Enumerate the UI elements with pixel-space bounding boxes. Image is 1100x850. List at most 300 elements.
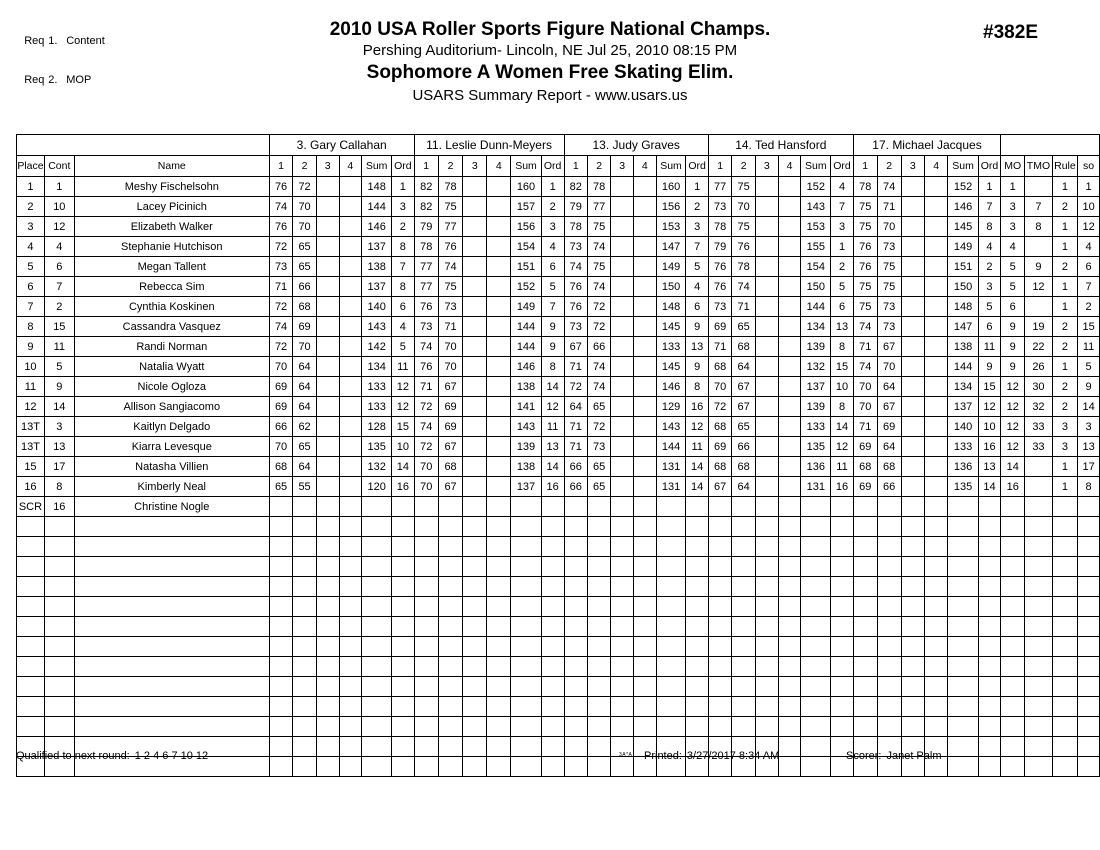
cell-sum-j3: 156 <box>656 197 686 217</box>
cell-score3-j3 <box>611 537 634 557</box>
cell-ord-j5: 12 <box>978 397 1001 417</box>
cell-score1-j2: 74 <box>414 417 438 437</box>
cell-score4-j2 <box>487 177 511 197</box>
cell-sum-j3: 131 <box>656 477 686 497</box>
cell-score1-j4 <box>708 537 732 557</box>
cell-score4-j1 <box>339 617 362 637</box>
cell-cont: 8 <box>44 477 74 497</box>
cell-score3-j3 <box>611 297 634 317</box>
cell-sum-j1 <box>362 577 392 597</box>
cell-score3-j2 <box>463 537 487 557</box>
cell-ord-j2 <box>541 677 564 697</box>
cell-score3-j5 <box>901 657 924 677</box>
cell-score3-j3 <box>611 317 634 337</box>
judge-panel-title: 13. Judy Graves <box>564 135 708 156</box>
cell-score2-j4: 68 <box>732 457 756 477</box>
cell-score4-j3 <box>633 337 656 357</box>
cell-ord-j5 <box>978 597 1001 617</box>
cell-score3-j1 <box>316 597 339 617</box>
cell-score1-j3 <box>564 677 587 697</box>
header-score-2-j1: 2 <box>293 156 317 177</box>
cell-ord-j4 <box>831 557 853 577</box>
cell-score4-j4 <box>778 517 801 537</box>
cell-ord-j4 <box>831 597 853 617</box>
cell-cont <box>44 517 74 537</box>
cell-score1-j1 <box>269 717 293 737</box>
cell-sum-j2: 157 <box>511 197 542 217</box>
cell-score4-j1 <box>339 397 362 417</box>
cell-score1-j5: 70 <box>853 377 877 397</box>
cell-score4-j5 <box>925 577 948 597</box>
cell-sum-j1: 143 <box>362 317 392 337</box>
cell-score4-j2 <box>487 597 511 617</box>
cell-score1-j1 <box>269 637 293 657</box>
cell-score4-j2 <box>487 637 511 657</box>
cell-ord-j5: 3 <box>978 277 1001 297</box>
cell-so <box>1078 617 1100 637</box>
cell-score1-j3: 71 <box>564 417 587 437</box>
cell-ord-j2: 14 <box>541 377 564 397</box>
table-row <box>17 197 1100 217</box>
cell-mo: 9 <box>1001 357 1025 377</box>
cell-score1-j5: 78 <box>853 177 877 197</box>
cell-sum-j2: 152 <box>511 277 542 297</box>
header-ord-j2: Ord <box>541 156 564 177</box>
cell-score4-j1 <box>339 637 362 657</box>
cell-score1-j4: 69 <box>708 317 732 337</box>
table-row <box>17 477 1100 497</box>
cell-score2-j3: 74 <box>587 357 610 377</box>
cell-skater-name <box>74 697 269 717</box>
cell-score4-j5 <box>925 317 948 337</box>
table-row <box>17 497 1100 517</box>
cell-ord-j3: 7 <box>686 237 708 257</box>
cell-score1-j3 <box>564 657 587 677</box>
cell-sum-j1: 133 <box>362 397 392 417</box>
cell-score2-j5: 75 <box>877 257 901 277</box>
cell-sum-j2 <box>511 677 542 697</box>
cell-score1-j3: 72 <box>564 377 587 397</box>
cell-score4-j2 <box>487 357 511 377</box>
cell-score1-j2: 77 <box>414 277 438 297</box>
cell-score2-j1: 64 <box>293 357 317 377</box>
cell-score4-j5 <box>925 457 948 477</box>
cell-sum-j5 <box>948 697 978 717</box>
cell-ord-j4 <box>831 717 853 737</box>
cell-score1-j2 <box>414 677 438 697</box>
competition-title: 2010 USA Roller Sports Figure National Champs. <box>329 19 771 40</box>
cell-tmo: 33 <box>1025 437 1052 457</box>
cell-ord-j1: 12 <box>392 397 414 417</box>
cell-score3-j3 <box>611 337 634 357</box>
cell-ord-j4: 1 <box>831 237 853 257</box>
table-row <box>17 317 1100 337</box>
cell-sum-j3: 160 <box>656 177 686 197</box>
cell-tmo <box>1025 597 1052 617</box>
cell-score3-j3 <box>611 177 634 197</box>
cell-score1-j5 <box>853 597 877 617</box>
cell-ord-j4: 7 <box>831 197 853 217</box>
cell-place: 4 <box>17 237 45 257</box>
cell-sum-j4 <box>801 557 831 577</box>
cell-score2-j2 <box>438 577 462 597</box>
cell-score4-j5 <box>925 357 948 377</box>
cell-score1-j2: 76 <box>414 297 438 317</box>
cell-score4-j1 <box>339 677 362 697</box>
cell-ord-j4 <box>831 697 853 717</box>
cell-ord-j1: 7 <box>392 257 414 277</box>
cell-sum-j3: 145 <box>656 357 686 377</box>
cell-score1-j5 <box>853 637 877 657</box>
cell-score2-j5: 69 <box>877 417 901 437</box>
qualified-list: 1 2 4 6 7 10 12 <box>134 750 209 762</box>
cell-score3-j3 <box>611 377 634 397</box>
cell-sum-j5: 138 <box>948 337 978 357</box>
cell-rule <box>1052 597 1078 617</box>
cell-sum-j4: 154 <box>801 257 831 277</box>
table-row-empty <box>17 657 1100 677</box>
cell-ord-j5 <box>978 677 1001 697</box>
cell-score3-j1 <box>316 397 339 417</box>
cell-so <box>1078 577 1100 597</box>
cell-score1-j4: 76 <box>708 257 732 277</box>
cell-sum-j5: 151 <box>948 257 978 277</box>
cell-score4-j4 <box>778 657 801 677</box>
cell-tmo <box>1025 457 1052 477</box>
cell-score4-j1 <box>339 477 362 497</box>
cell-score1-j1 <box>269 497 293 517</box>
cell-cont <box>44 577 74 597</box>
cell-ord-j1 <box>392 557 414 577</box>
cell-score4-j5 <box>925 377 948 397</box>
cell-score4-j3 <box>633 497 656 517</box>
cell-score3-j3 <box>611 417 634 437</box>
header-score-3-j2: 3 <box>463 156 487 177</box>
cell-score2-j5: 70 <box>877 357 901 377</box>
cell-score1-j4 <box>708 497 732 517</box>
cell-so <box>1078 677 1100 697</box>
cell-score1-j1: 72 <box>269 337 293 357</box>
cell-score3-j4 <box>755 577 778 597</box>
cell-cont: 12 <box>44 217 74 237</box>
cell-ord-j5: 9 <box>978 357 1001 377</box>
cell-score1-j2 <box>414 557 438 577</box>
cell-score4-j2 <box>487 277 511 297</box>
cell-score2-j4 <box>732 617 756 637</box>
cell-score3-j2 <box>463 417 487 437</box>
cell-ord-j1 <box>392 517 414 537</box>
cell-tmo <box>1025 297 1052 317</box>
cell-score1-j1: 65 <box>269 477 293 497</box>
cell-so: 13 <box>1078 437 1100 457</box>
cell-score2-j1: 69 <box>293 317 317 337</box>
cell-score2-j2 <box>438 617 462 637</box>
cell-rule: 1 <box>1052 457 1078 477</box>
cell-score3-j3 <box>611 397 634 417</box>
cell-score4-j3 <box>633 717 656 737</box>
cell-score2-j5 <box>877 657 901 677</box>
cell-sum-j1 <box>362 697 392 717</box>
table-row-empty <box>17 617 1100 637</box>
cell-score4-j3 <box>633 617 656 637</box>
cell-score3-j3 <box>611 217 634 237</box>
cell-skater-name <box>74 577 269 597</box>
cell-ord-j1 <box>392 637 414 657</box>
cell-score3-j2 <box>463 697 487 717</box>
cell-score1-j4 <box>708 517 732 537</box>
cell-rule <box>1052 717 1078 737</box>
cell-score3-j3 <box>611 457 634 477</box>
cell-so: 14 <box>1078 397 1100 417</box>
requirement-number: 1. <box>48 35 58 47</box>
printed-value: 3/27/2017 8:34 AM <box>686 750 780 762</box>
cell-score2-j3: 77 <box>587 197 610 217</box>
cell-score3-j3 <box>611 637 634 657</box>
cell-score3-j4 <box>755 257 778 277</box>
cell-sum-j1 <box>362 677 392 697</box>
cell-score1-j5 <box>853 497 877 517</box>
table-row-empty <box>17 677 1100 697</box>
cell-ord-j5 <box>978 697 1001 717</box>
cell-score1-j1: 66 <box>269 417 293 437</box>
cell-score2-j3 <box>587 697 610 717</box>
cell-sum-j1 <box>362 617 392 637</box>
cell-score2-j4: 67 <box>732 397 756 417</box>
cell-score3-j4 <box>755 457 778 477</box>
cell-place <box>17 597 45 617</box>
cell-skater-name: Christine Nogle <box>74 497 269 517</box>
cell-score1-j4 <box>708 617 732 637</box>
cell-score1-j5 <box>853 617 877 637</box>
cell-mo <box>1001 677 1025 697</box>
judge-panel-title: 11. Leslie Dunn-Meyers <box>414 135 564 156</box>
cell-score1-j5: 68 <box>853 457 877 477</box>
cell-score2-j1 <box>293 497 317 517</box>
cell-place <box>17 557 45 577</box>
cell-so <box>1078 637 1100 657</box>
cell-score4-j2 <box>487 697 511 717</box>
cell-score2-j1 <box>293 657 317 677</box>
cell-mo <box>1001 697 1025 717</box>
cell-score3-j1 <box>316 617 339 637</box>
cell-score1-j1 <box>269 677 293 697</box>
cell-sum-j2: 160 <box>511 177 542 197</box>
header-score-2-j5: 2 <box>877 156 901 177</box>
cell-score4-j2 <box>487 677 511 697</box>
cell-ord-j3 <box>686 697 708 717</box>
cell-score4-j2 <box>487 457 511 477</box>
cell-ord-j2 <box>541 657 564 677</box>
cell-so: 17 <box>1078 457 1100 477</box>
cell-cont: 16 <box>44 497 74 517</box>
cell-score1-j1: 68 <box>269 457 293 477</box>
cell-score1-j4: 70 <box>708 377 732 397</box>
cell-score2-j5: 67 <box>877 337 901 357</box>
cell-score3-j3 <box>611 597 634 617</box>
cell-sum-j1 <box>362 517 392 537</box>
cell-score2-j5: 73 <box>877 237 901 257</box>
cell-sum-j1: 135 <box>362 437 392 457</box>
cell-score1-j4 <box>708 677 732 697</box>
cell-so: 4 <box>1078 237 1100 257</box>
cell-score4-j3 <box>633 317 656 337</box>
cell-sum-j5: 135 <box>948 477 978 497</box>
cell-score4-j3 <box>633 417 656 437</box>
scorer-label: Scorer: <box>846 750 882 762</box>
cell-sum-j3 <box>656 597 686 617</box>
cell-mo: 12 <box>1001 417 1025 437</box>
cell-score3-j1 <box>316 717 339 737</box>
cell-score3-j3 <box>611 717 634 737</box>
cell-place <box>17 697 45 717</box>
cell-score4-j3 <box>633 217 656 237</box>
cell-ord-j3: 9 <box>686 357 708 377</box>
cell-sum-j4 <box>801 717 831 737</box>
cell-score4-j2 <box>487 297 511 317</box>
table-row-empty <box>17 717 1100 737</box>
header-ord-j3: Ord <box>686 156 708 177</box>
cell-ord-j1 <box>392 657 414 677</box>
cell-score2-j2: 75 <box>438 197 462 217</box>
cell-sum-j4 <box>801 537 831 557</box>
cell-ord-j3: 1 <box>686 177 708 197</box>
cell-rule <box>1052 537 1078 557</box>
cell-score1-j5 <box>853 517 877 537</box>
cell-so: 11 <box>1078 337 1100 357</box>
cell-ord-j4: 10 <box>831 377 853 397</box>
cell-ord-j4 <box>831 677 853 697</box>
cell-skater-name: Cynthia Koskinen <box>74 297 269 317</box>
table-row <box>17 417 1100 437</box>
cell-ord-j3 <box>686 537 708 557</box>
cell-score4-j1 <box>339 197 362 217</box>
cell-sum-j3: 133 <box>656 337 686 357</box>
cell-ord-j3: 16 <box>686 397 708 417</box>
cell-cont: 14 <box>44 397 74 417</box>
cell-sum-j4: 139 <box>801 337 831 357</box>
cell-sum-j3 <box>656 697 686 717</box>
cell-sum-j3 <box>656 497 686 517</box>
cell-score3-j1 <box>316 557 339 577</box>
cell-place: 13T <box>17 417 45 437</box>
cell-sum-j1: 140 <box>362 297 392 317</box>
cell-score2-j2: 70 <box>438 337 462 357</box>
cell-score3-j5 <box>901 257 924 277</box>
cell-score2-j4: 65 <box>732 317 756 337</box>
requirement-number: 2. <box>48 74 58 86</box>
cell-sum-j3: 147 <box>656 237 686 257</box>
cell-ord-j1: 12 <box>392 377 414 397</box>
cell-score3-j4 <box>755 657 778 677</box>
cell-score1-j1 <box>269 597 293 617</box>
cell-mo <box>1001 577 1025 597</box>
cell-score1-j2: 70 <box>414 457 438 477</box>
cell-cont <box>44 537 74 557</box>
cell-score1-j4 <box>708 597 732 617</box>
cell-sum-j1: 137 <box>362 277 392 297</box>
cell-ord-j5 <box>978 557 1001 577</box>
header-sum-j5: Sum <box>948 156 978 177</box>
requirement-label: Req <box>24 35 45 47</box>
cell-sum-j3: 143 <box>656 417 686 437</box>
cell-place <box>17 677 45 697</box>
cell-ord-j4 <box>831 497 853 517</box>
cell-score4-j3 <box>633 577 656 597</box>
cell-ord-j5 <box>978 497 1001 517</box>
header-so: so <box>1078 156 1100 177</box>
cell-score4-j2 <box>487 197 511 217</box>
cell-ord-j2 <box>541 617 564 637</box>
cell-score3-j5 <box>901 457 924 477</box>
cell-score3-j4 <box>755 377 778 397</box>
cell-place: 5 <box>17 257 45 277</box>
cell-score3-j4 <box>755 357 778 377</box>
cell-score1-j4: 78 <box>708 217 732 237</box>
cell-so <box>1078 537 1100 557</box>
cell-ord-j3 <box>686 657 708 677</box>
cell-score2-j3: 65 <box>587 457 610 477</box>
cell-score3-j2 <box>463 657 487 677</box>
cell-tmo <box>1025 537 1052 557</box>
cell-sum-j2: 137 <box>511 477 542 497</box>
cell-score3-j4 <box>755 397 778 417</box>
cell-rule: 1 <box>1052 357 1078 377</box>
cell-cont <box>44 617 74 637</box>
cell-rule: 3 <box>1052 417 1078 437</box>
cell-place: 10 <box>17 357 45 377</box>
cell-score2-j2 <box>438 517 462 537</box>
cell-score3-j5 <box>901 717 924 737</box>
cell-score3-j4 <box>755 477 778 497</box>
cell-score1-j4 <box>708 717 732 737</box>
cell-so <box>1078 497 1100 517</box>
cell-sum-j1 <box>362 597 392 617</box>
cell-score4-j1 <box>339 357 362 377</box>
cell-sum-j5 <box>948 617 978 637</box>
cell-sum-j4 <box>801 697 831 717</box>
cell-score4-j2 <box>487 437 511 457</box>
cell-so <box>1078 757 1100 777</box>
cell-ord-j1: 16 <box>392 477 414 497</box>
cell-score1-j4: 77 <box>708 177 732 197</box>
cell-score4-j2 <box>487 617 511 637</box>
cell-score3-j3 <box>611 497 634 517</box>
cell-score2-j2 <box>438 537 462 557</box>
cell-ord-j4 <box>831 517 853 537</box>
cell-score4-j1 <box>339 697 362 717</box>
cell-score2-j5 <box>877 717 901 737</box>
cell-score3-j2 <box>463 237 487 257</box>
cell-skater-name: Natasha Villien <box>74 457 269 477</box>
cell-score3-j5 <box>901 197 924 217</box>
cell-score3-j5 <box>901 537 924 557</box>
cell-sum-j2: 141 <box>511 397 542 417</box>
cell-score2-j5: 64 <box>877 377 901 397</box>
header-score-4-j3: 4 <box>633 156 656 177</box>
cell-sum-j2: 149 <box>511 297 542 317</box>
cell-score2-j5 <box>877 597 901 617</box>
cell-ord-j2 <box>541 497 564 517</box>
cell-sum-j3 <box>656 577 686 597</box>
cell-sum-j5 <box>948 657 978 677</box>
header-cont: Cont <box>44 156 74 177</box>
cell-score4-j5 <box>925 477 948 497</box>
header-score-3-j1: 3 <box>316 156 339 177</box>
cell-sum-j5: 145 <box>948 217 978 237</box>
cell-ord-j3 <box>686 557 708 577</box>
cell-ord-j1 <box>392 577 414 597</box>
cell-tmo: 33 <box>1025 417 1052 437</box>
